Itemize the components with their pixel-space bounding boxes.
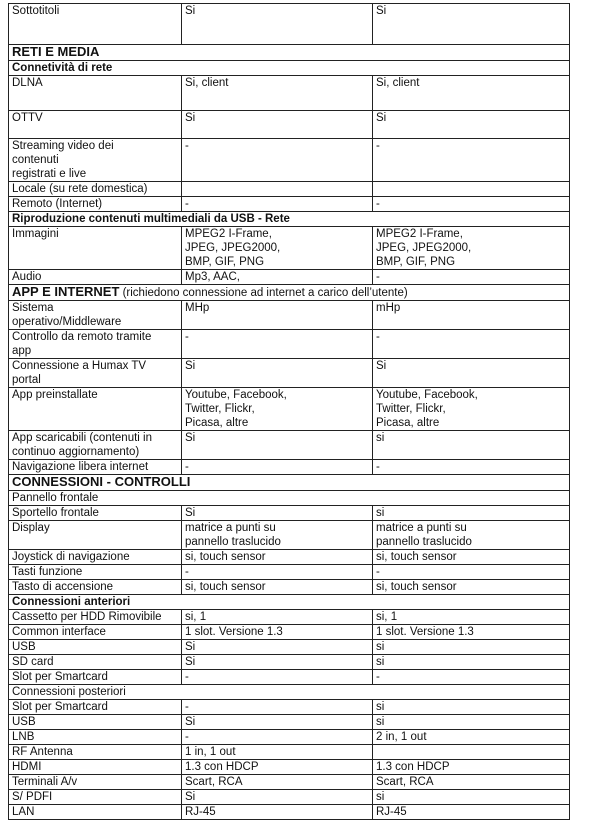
- subsection-heading: [9, 595, 570, 610]
- model-a-value-cell: -: [182, 730, 373, 745]
- model-a-value-cell: RJ-45: [182, 805, 373, 820]
- feature-label-cell: OTTV: [9, 111, 182, 139]
- feature-label-cell: Slot per Smartcard: [9, 670, 182, 685]
- model-b-value-cell: Scart, RCA: [373, 775, 570, 790]
- model-a-value-cell: 1 in, 1 out: [182, 745, 373, 760]
- subsection-row: [9, 595, 570, 610]
- model-a-value-cell: Si, client: [182, 76, 373, 111]
- model-b-value-cell: si: [373, 431, 570, 460]
- model-a-value-cell: -: [182, 139, 373, 182]
- model-a-value-cell: MHp: [182, 301, 373, 330]
- model-a-value-cell: Si: [182, 640, 373, 655]
- feature-label-cell: RF Antenna: [9, 745, 182, 760]
- model-b-value-cell: si, 1: [373, 610, 570, 625]
- table-row: [9, 700, 570, 715]
- model-a-value-cell: matrice a punti su pannello traslucido: [182, 521, 373, 550]
- model-a-value-cell: -: [182, 565, 373, 580]
- model-b-value-cell: -: [373, 565, 570, 580]
- feature-label-cell: App preinstallate: [9, 388, 182, 431]
- section-row: [9, 285, 570, 301]
- section-heading: [9, 45, 570, 61]
- feature-label-cell: Locale (su rete domestica): [9, 182, 182, 197]
- heading-label: Connetività di rete: [12, 62, 113, 74]
- model-a-value-cell: 1 slot. Versione 1.3: [182, 625, 373, 640]
- table-row: [9, 745, 570, 760]
- table-row: [9, 460, 570, 475]
- model-a-value-cell: si, touch sensor: [182, 550, 373, 565]
- model-a-value-cell: Si: [182, 506, 373, 521]
- feature-label-cell: Connessione a Humax TV portal: [9, 359, 182, 388]
- heading-note: (richiedono connessione ad internet a carico dell’utente): [119, 287, 408, 299]
- model-b-value-cell: Si: [373, 111, 570, 139]
- table-row: [9, 270, 570, 285]
- model-b-value-cell: si: [373, 506, 570, 521]
- model-a-value-cell: Si: [182, 111, 373, 139]
- model-b-value-cell: -: [373, 139, 570, 182]
- model-b-value-cell: mHp: [373, 301, 570, 330]
- table-row: [9, 506, 570, 521]
- model-b-value-cell: [373, 745, 570, 760]
- model-b-value-cell: Si, client: [373, 76, 570, 111]
- feature-label-cell: Tasto di accensione: [9, 580, 182, 595]
- model-b-value-cell: RJ-45: [373, 805, 570, 820]
- table-row: [9, 182, 570, 197]
- table-row: [9, 111, 570, 139]
- heading-label: Connessioni anteriori: [12, 596, 131, 608]
- heading-label: Riproduzione contenuti multimediali da USB - Rete: [12, 213, 290, 225]
- section-heading: [9, 475, 570, 491]
- model-a-value-cell: Youtube, Facebook, Twitter, Flickr, Picasa, altre: [182, 388, 373, 431]
- spec-table: [8, 3, 570, 820]
- subsection-heading: [9, 212, 570, 227]
- feature-label-cell: Cassetto per HDD Rimovibile: [9, 610, 182, 625]
- model-a-value-cell: si, touch sensor: [182, 580, 373, 595]
- feature-label-cell: Terminali A/v: [9, 775, 182, 790]
- feature-label-cell: Immagini: [9, 227, 182, 270]
- feature-label-cell: Sistema operativo/Middleware: [9, 301, 182, 330]
- model-a-value-cell: -: [182, 330, 373, 359]
- model-b-value-cell: si: [373, 790, 570, 805]
- model-a-value-cell: Si: [182, 359, 373, 388]
- feature-label-cell: Tasti funzione: [9, 565, 182, 580]
- subsection-heading: [9, 491, 570, 506]
- section-row: [9, 475, 570, 491]
- model-b-value-cell: MPEG2 I-Frame, JPEG, JPEG2000, BMP, GIF, PNG: [373, 227, 570, 270]
- model-a-value-cell: -: [182, 670, 373, 685]
- table-row: [9, 139, 570, 182]
- spec-table-body: [9, 4, 570, 820]
- table-row: [9, 715, 570, 730]
- subsection-row: [9, 61, 570, 76]
- model-b-value-cell: si: [373, 640, 570, 655]
- feature-label-cell: Slot per Smartcard: [9, 700, 182, 715]
- heading-label: APP E INTERNET: [12, 284, 120, 299]
- model-b-value-cell: -: [373, 330, 570, 359]
- model-b-value-cell: Si: [373, 4, 570, 45]
- model-b-value-cell: si, touch sensor: [373, 550, 570, 565]
- table-row: [9, 227, 570, 270]
- model-b-value-cell: 1 slot. Versione 1.3: [373, 625, 570, 640]
- feature-label-cell: Audio: [9, 270, 182, 285]
- model-b-value-cell: [373, 182, 570, 197]
- table-row: [9, 4, 570, 45]
- feature-label-cell: Streaming video dei contenuti registrati e live: [9, 139, 182, 182]
- table-row: [9, 730, 570, 745]
- model-b-value-cell: si: [373, 655, 570, 670]
- feature-label-cell: Remoto (Internet): [9, 197, 182, 212]
- feature-label-cell: SD card: [9, 655, 182, 670]
- table-row: [9, 625, 570, 640]
- feature-label-cell: USB: [9, 640, 182, 655]
- model-a-value-cell: Si: [182, 431, 373, 460]
- model-a-value-cell: Si: [182, 655, 373, 670]
- model-b-value-cell: matrice a punti su pannello traslucido: [373, 521, 570, 550]
- model-a-value-cell: -: [182, 197, 373, 212]
- model-b-value-cell: -: [373, 197, 570, 212]
- subsection-row: [9, 491, 570, 506]
- feature-label-cell: Navigazione libera internet: [9, 460, 182, 475]
- model-a-value-cell: MPEG2 I-Frame, JPEG, JPEG2000, BMP, GIF, PNG: [182, 227, 373, 270]
- model-a-value-cell: Si: [182, 4, 373, 45]
- heading-label: Connessioni posteriori: [12, 686, 126, 698]
- table-row: [9, 760, 570, 775]
- table-row: [9, 775, 570, 790]
- model-a-value-cell: 1.3 con HDCP: [182, 760, 373, 775]
- feature-label-cell: App scaricabili (contenuti in continuo aggiornamento): [9, 431, 182, 460]
- model-b-value-cell: 2 in, 1 out: [373, 730, 570, 745]
- feature-label-cell: DLNA: [9, 76, 182, 111]
- model-b-value-cell: Si: [373, 359, 570, 388]
- model-a-value-cell: Scart, RCA: [182, 775, 373, 790]
- section-heading: [9, 285, 570, 301]
- model-a-value-cell: -: [182, 700, 373, 715]
- feature-label-cell: Common interface: [9, 625, 182, 640]
- table-row: [9, 610, 570, 625]
- table-row: [9, 580, 570, 595]
- feature-label-cell: LNB: [9, 730, 182, 745]
- feature-label-cell: Sportello frontale: [9, 506, 182, 521]
- model-a-value-cell: si, 1: [182, 610, 373, 625]
- feature-label-cell: Controllo da remoto tramite app: [9, 330, 182, 359]
- table-row: [9, 359, 570, 388]
- feature-label-cell: HDMI: [9, 760, 182, 775]
- subsection-row: [9, 212, 570, 227]
- subsection-heading: [9, 61, 570, 76]
- table-row: [9, 805, 570, 820]
- subsection-heading: [9, 685, 570, 700]
- model-b-value-cell: -: [373, 270, 570, 285]
- table-row: [9, 431, 570, 460]
- heading-label: RETI E MEDIA: [12, 44, 100, 59]
- model-a-value-cell: [182, 182, 373, 197]
- table-row: [9, 330, 570, 359]
- table-row: [9, 388, 570, 431]
- table-row: [9, 301, 570, 330]
- model-a-value-cell: Si: [182, 715, 373, 730]
- feature-label-cell: S/ PDFI: [9, 790, 182, 805]
- model-b-value-cell: Youtube, Facebook, Twitter, Flickr, Picasa, altre: [373, 388, 570, 431]
- heading-label: CONNESSIONI - CONTROLLI: [12, 474, 191, 489]
- model-b-value-cell: si: [373, 700, 570, 715]
- table-row: [9, 640, 570, 655]
- model-b-value-cell: si: [373, 715, 570, 730]
- model-a-value-cell: Mp3, AAC,: [182, 270, 373, 285]
- model-a-value-cell: -: [182, 460, 373, 475]
- table-row: [9, 521, 570, 550]
- model-b-value-cell: -: [373, 460, 570, 475]
- model-a-value-cell: Si: [182, 790, 373, 805]
- table-row: [9, 76, 570, 111]
- feature-label-cell: Joystick di navigazione: [9, 550, 182, 565]
- section-row: [9, 45, 570, 61]
- subsection-row: [9, 685, 570, 700]
- table-row: [9, 550, 570, 565]
- feature-label-cell: Sottotitoli: [9, 4, 182, 45]
- table-row: [9, 197, 570, 212]
- heading-label: Pannello frontale: [12, 492, 99, 504]
- model-b-value-cell: -: [373, 670, 570, 685]
- model-b-value-cell: 1.3 con HDCP: [373, 760, 570, 775]
- table-row: [9, 565, 570, 580]
- table-row: [9, 670, 570, 685]
- feature-label-cell: Display: [9, 521, 182, 550]
- feature-label-cell: USB: [9, 715, 182, 730]
- model-b-value-cell: si, touch sensor: [373, 580, 570, 595]
- table-row: [9, 790, 570, 805]
- table-row: [9, 655, 570, 670]
- feature-label-cell: LAN: [9, 805, 182, 820]
